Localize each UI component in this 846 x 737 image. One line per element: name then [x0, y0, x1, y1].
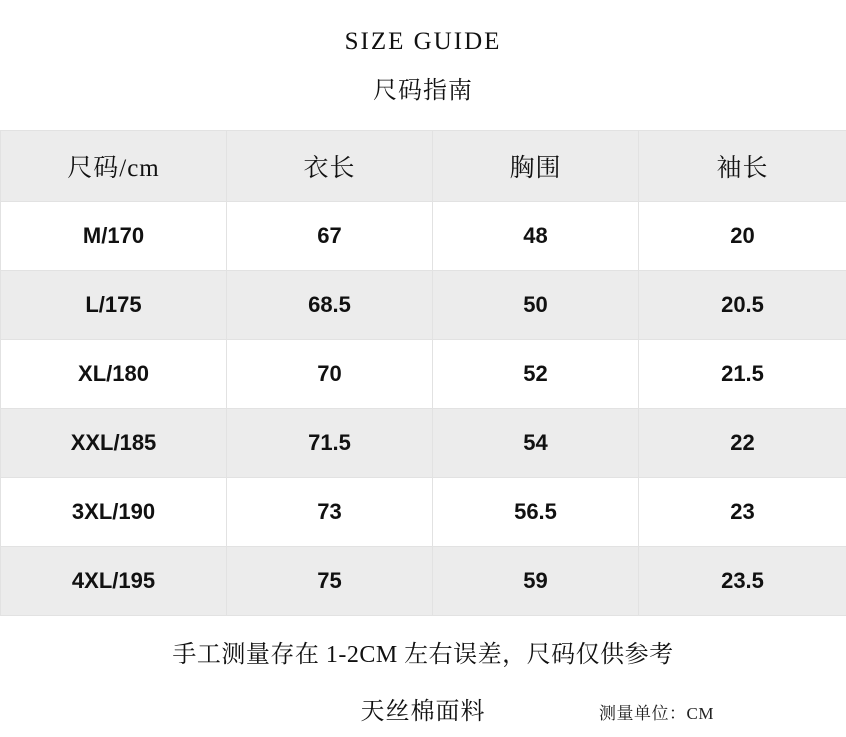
cell-sleeve: 20.5: [639, 270, 846, 339]
table-row: [1, 546, 846, 615]
cell-size: M/170: [1, 201, 227, 270]
page-title-english: SIZE GUIDE: [344, 28, 502, 55]
cell-length: 70: [227, 339, 433, 408]
cell-sleeve: 23.5: [639, 546, 846, 615]
cell-size: L/175: [1, 270, 227, 339]
table-row: [1, 477, 846, 546]
page-title-chinese: 尺码指南: [373, 77, 473, 104]
cell-size: XXL/185: [1, 408, 227, 477]
column-header-length: 衣长: [227, 130, 433, 201]
table-row: [1, 408, 846, 477]
cell-length: 71.5: [227, 408, 433, 477]
table-header: [1, 130, 846, 201]
cell-bust: 52: [433, 339, 639, 408]
table-row: [1, 201, 846, 270]
cell-bust: 59: [433, 546, 639, 615]
cell-bust: 50: [433, 270, 639, 339]
cell-length: 68.5: [227, 270, 433, 339]
cell-sleeve: 21.5: [639, 339, 846, 408]
cell-size: 4XL/195: [1, 546, 227, 615]
size-chart-table: [0, 130, 846, 616]
cell-sleeve: 22: [639, 408, 846, 477]
cell-size: XL/180: [1, 339, 227, 408]
cell-sleeve: 23: [639, 477, 846, 546]
cell-length: 73: [227, 477, 433, 546]
measurement-unit-label: 测量单位：CM: [599, 703, 714, 723]
measurement-disclaimer: 手工测量存在 1-2CM 左右误差，尺码仅供参考: [172, 641, 674, 668]
table-row: [1, 339, 846, 408]
cell-bust: 56.5: [433, 477, 639, 546]
column-header-sleeve: 袖长: [639, 130, 846, 201]
cell-bust: 48: [433, 201, 639, 270]
cell-length: 75: [227, 546, 433, 615]
footer: [0, 691, 846, 731]
table-body: [1, 201, 846, 615]
cell-sleeve: 20: [639, 201, 846, 270]
table-header-row: [1, 130, 846, 201]
fabric-label: 天丝棉面料: [360, 698, 486, 725]
cell-bust: 54: [433, 408, 639, 477]
column-header-bust: 胸围: [433, 130, 639, 201]
cell-size: 3XL/190: [1, 477, 227, 546]
cell-length: 67: [227, 201, 433, 270]
table-row: [1, 270, 846, 339]
column-header-size: 尺码/cm: [1, 130, 227, 201]
